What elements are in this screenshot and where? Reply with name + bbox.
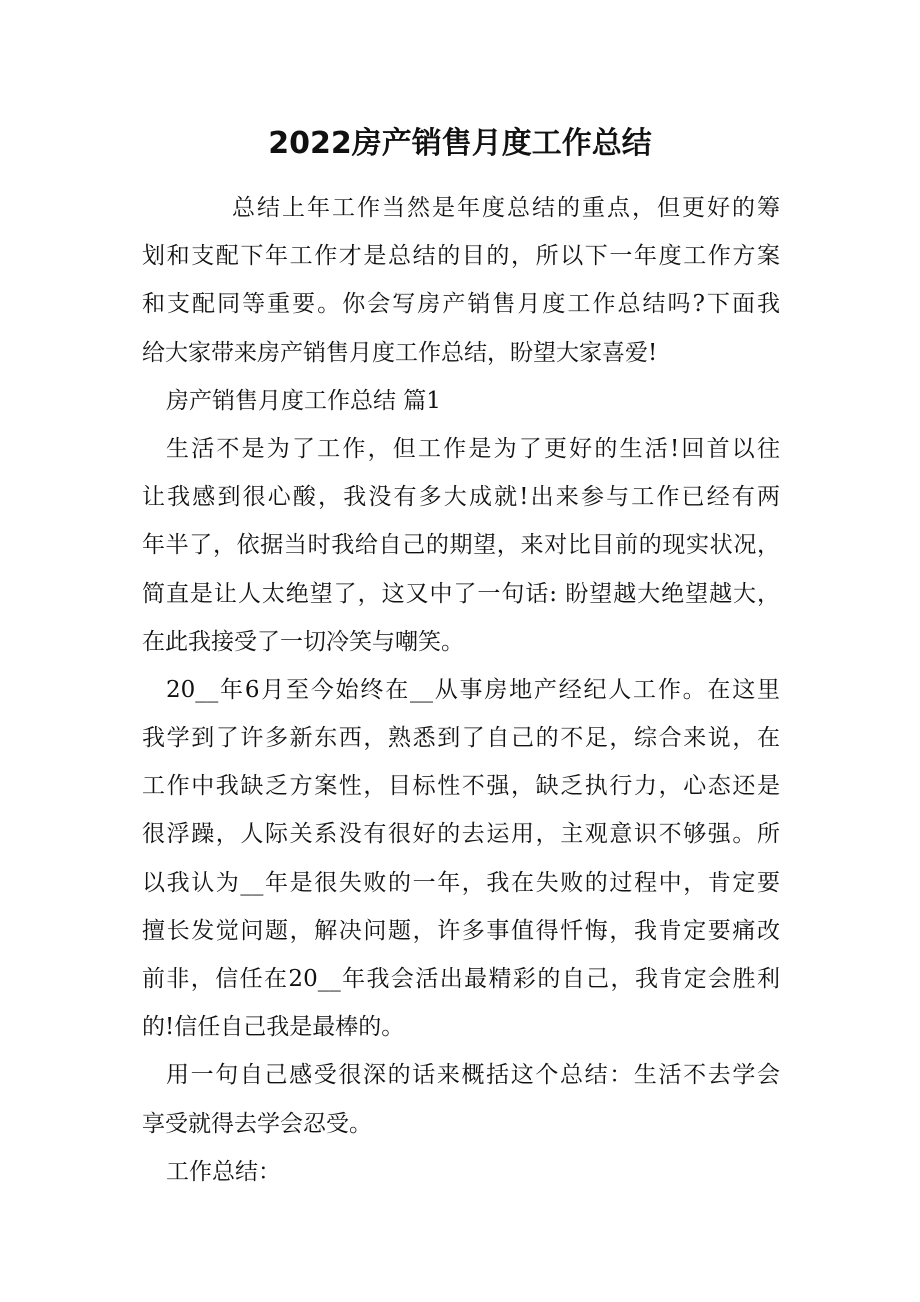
text-line: 让我感到很心酸，我没有多大成就!出来参与工作已经有两 [142, 484, 780, 511]
text-line: 划和支配下年工作才是总结的目的，所以下一年度工作方案 [142, 243, 780, 270]
text-line: 总结上年工作当然是年度总结的重点，但更好的筹 [232, 195, 780, 221]
text-line: 简直是让人太绝望了，这又中了一句话: 盼望越大绝望越大， [142, 580, 780, 607]
text-line: 享受就得去学会忍受。 [142, 1110, 372, 1137]
paragraph [142, 666, 780, 1052]
text-line: 很浮躁，人际关系没有很好的去运用，主观意识不够强。所 [142, 821, 780, 848]
text-line: 给大家带来房产销售月度工作总结，盼望大家喜爱! [142, 339, 658, 366]
text-line: 工作总结： [166, 1158, 281, 1185]
text-line: 用一句自己感受很深的话来概括这个总结：生活不去学会 [166, 1062, 780, 1089]
paragraph [142, 184, 780, 377]
paragraph [142, 1051, 780, 1147]
document-title: 2022房产销售月度工作总结 [268, 126, 652, 161]
text-line: 的!信任自己我是最棒的。 [142, 1014, 405, 1041]
text-line: 年半了，依据当时我给自己的期望，来对比目前的现实状况， [142, 532, 780, 559]
text-line: 前非，信任在20__年我会活出最精彩的自己，我肯定会胜利 [142, 966, 780, 992]
text-line: 在此我接受了一切冷笑与嘲笑。 [142, 628, 464, 655]
document-body [142, 184, 780, 1196]
text-line: 和支配同等重要。你会写房产销售月度工作总结吗?下面我 [142, 291, 780, 318]
text-line: 我学到了许多新东西，熟悉到了自己的不足，综合来说，在 [142, 725, 780, 752]
text-line: 房产销售月度工作总结 篇1 [166, 387, 441, 414]
paragraph [142, 377, 780, 425]
paragraph [142, 1148, 780, 1196]
text-line: 以我认为__年是很失败的一年，我在失败的过程中，肯定要 [142, 869, 780, 896]
text-line: 工作中我缺乏方案性，目标性不强，缺乏执行力，心态还是 [142, 773, 780, 800]
text-line: 生活不是为了工作，但工作是为了更好的生活!回首以往 [166, 435, 780, 462]
text-line: 20__年6月至今始终在__从事房地产经纪人工作。在这里 [166, 676, 780, 703]
text-line: 擅长发觉问题，解决问题，许多事值得忏悔，我肯定要痛改 [142, 917, 780, 944]
paragraph [142, 425, 780, 666]
